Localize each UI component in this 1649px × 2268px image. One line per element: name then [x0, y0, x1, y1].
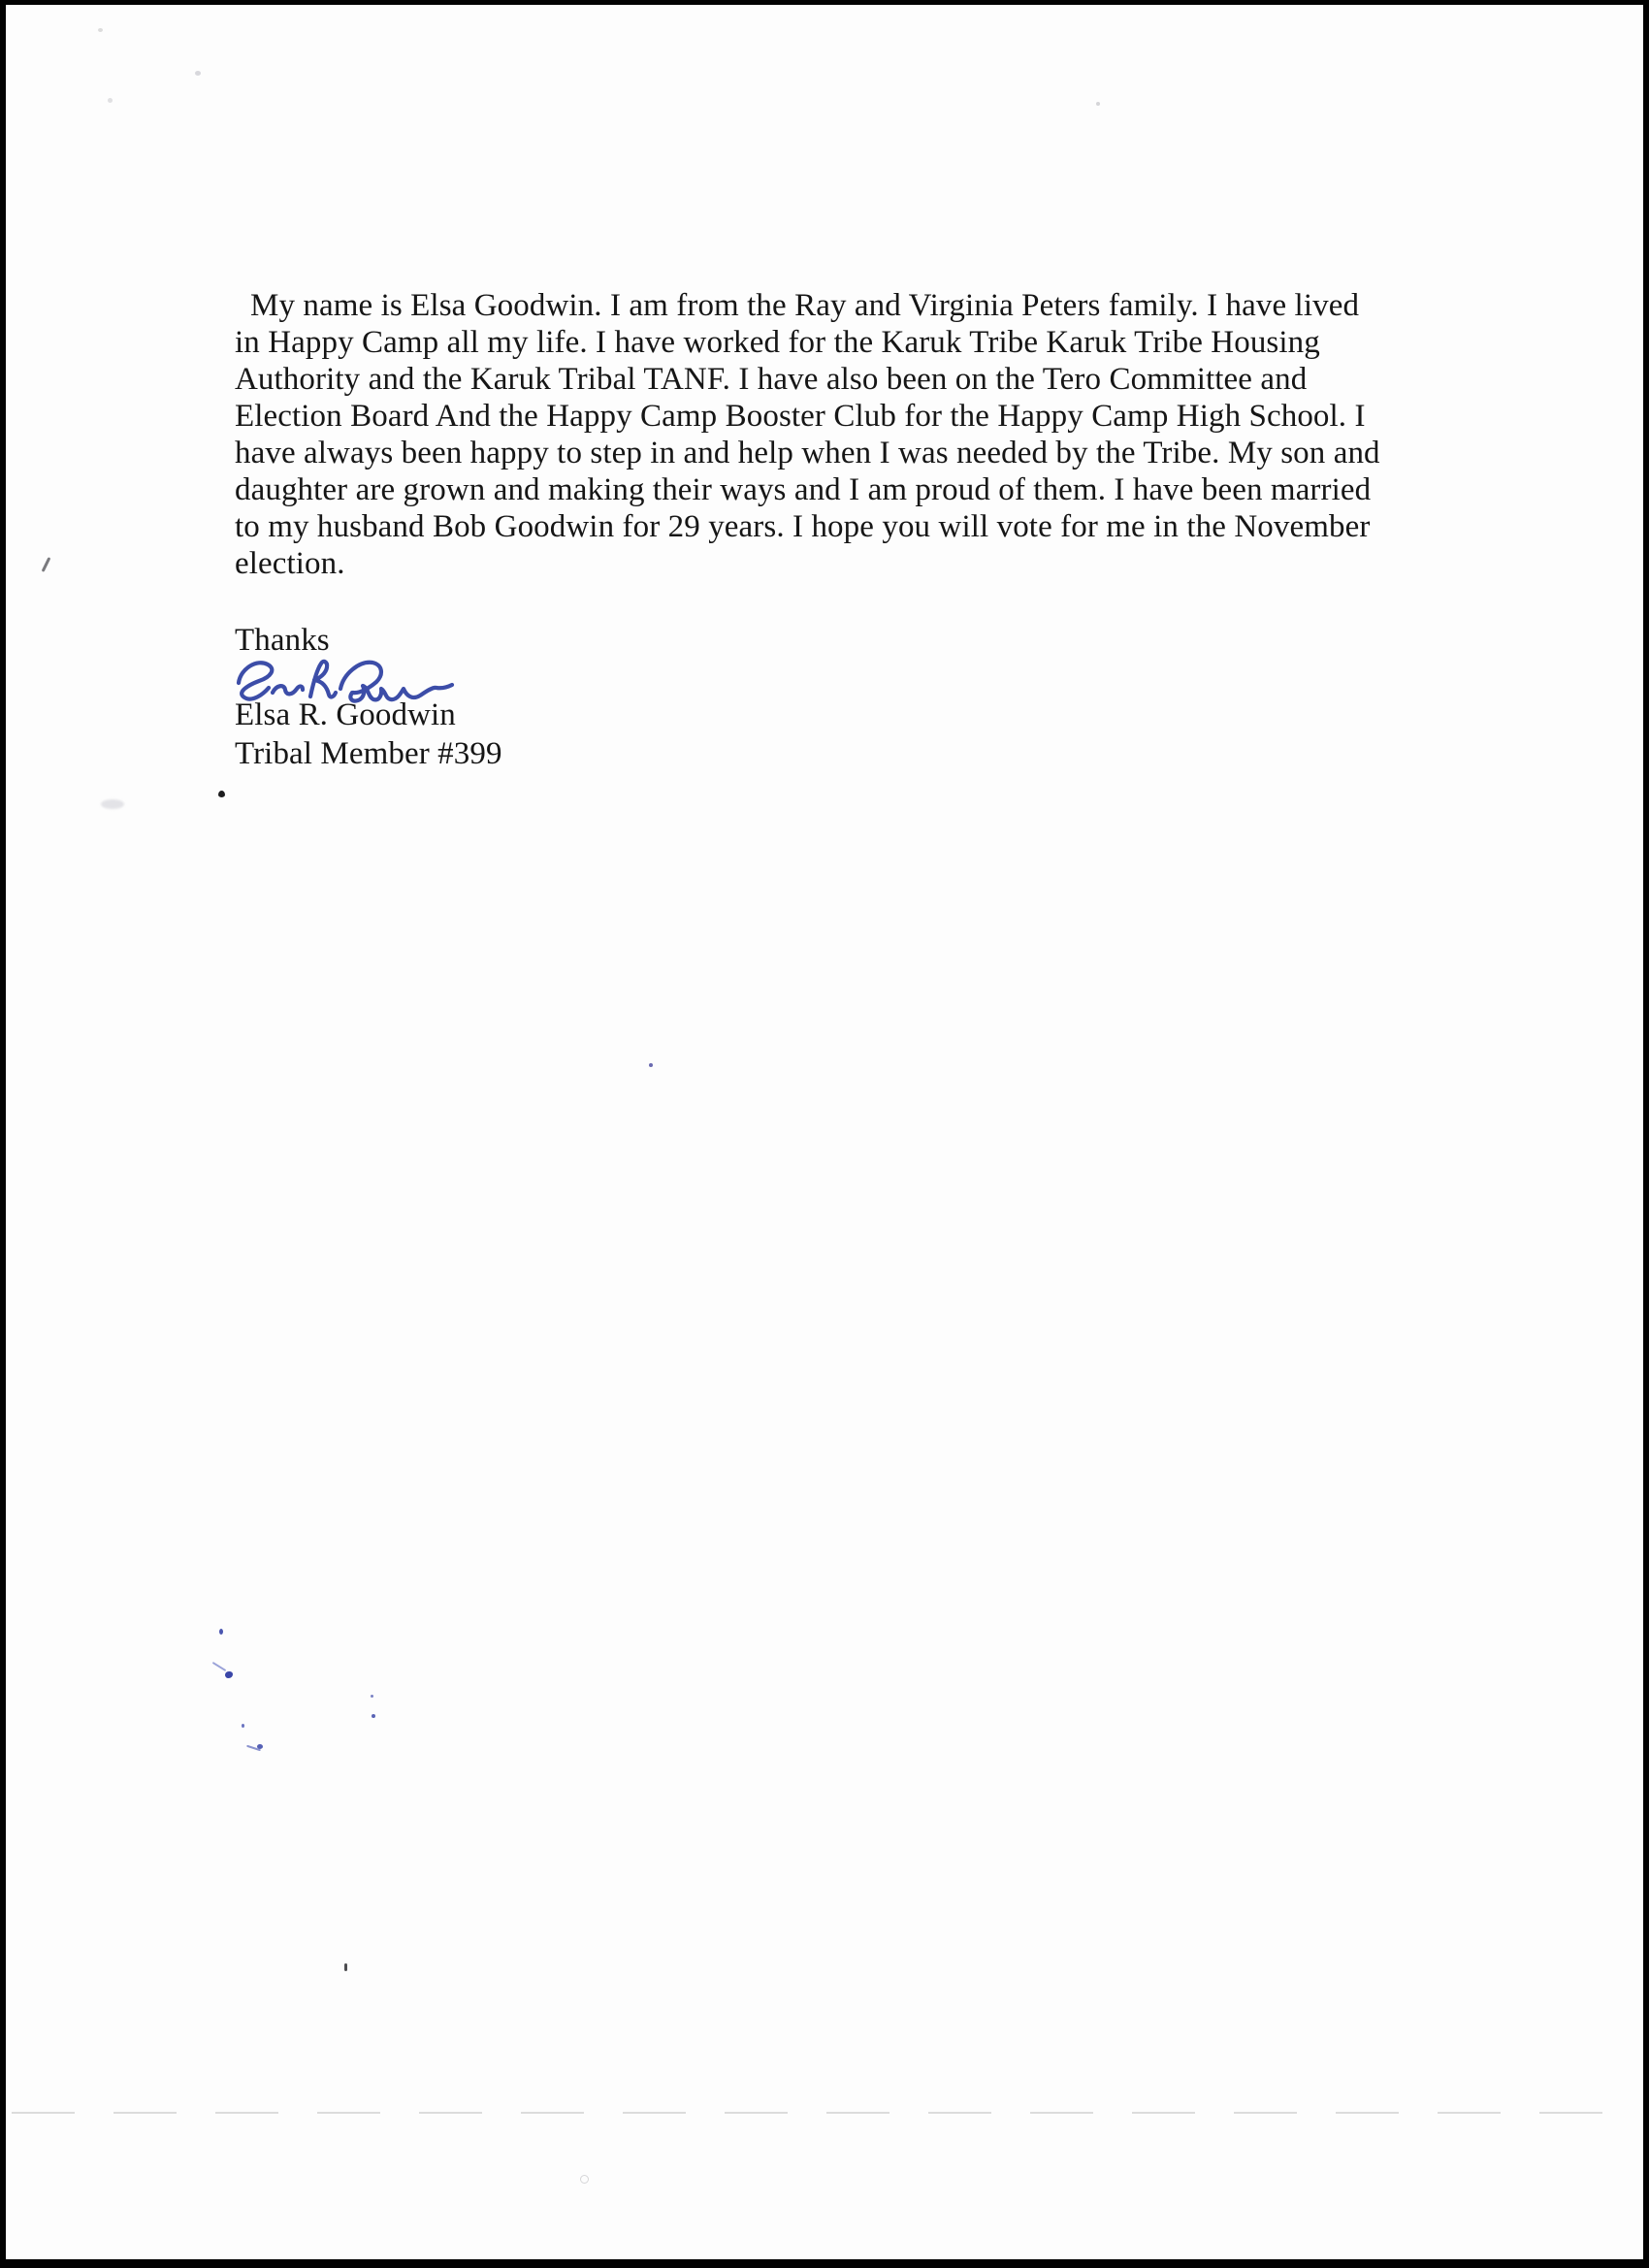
signed-name: Elsa R. Goodwin [235, 697, 456, 732]
scan-streak-line [12, 2112, 1637, 2114]
tribal-member-number: Tribal Member #399 [235, 736, 502, 771]
blue-ink-speck [225, 1671, 233, 1678]
paragraph-line: My name is Elsa Goodwin. I am from the Ray and Virginia Peters family. I have lived [250, 288, 1360, 323]
blue-ink-speck [219, 1629, 223, 1635]
blue-ink-speck-tail [212, 1662, 227, 1671]
scan-speck [1096, 102, 1100, 106]
letter-paragraph [235, 287, 1496, 582]
scan-smudge [101, 799, 124, 809]
pen-tick-mark [42, 557, 51, 572]
paragraph-line: Election Board And the Happy Camp Booster Club for the Happy Camp High School. I [235, 399, 1366, 434]
blue-ink-speck [257, 1744, 263, 1749]
paragraph-line: to my husband Bob Goodwin for 29 years. I hope you will vote for me in the November [235, 509, 1371, 544]
dark-tick-mark [344, 1963, 347, 1971]
ink-dot [218, 791, 225, 797]
closing-text: Thanks [235, 623, 330, 658]
paragraph-line: have always been happy to step in and help when I was needed by the Tribe. My son and [235, 436, 1380, 470]
scan-speck [98, 28, 103, 32]
blue-ink-speck [649, 1063, 653, 1067]
scan-speck [108, 98, 113, 103]
faint-ring-mark [580, 2175, 589, 2184]
paragraph-line: daughter are grown and making their ways and I am proud of them. I have been married [235, 472, 1372, 507]
blue-ink-speck [242, 1724, 244, 1728]
paragraph-line: election. [235, 546, 345, 581]
paragraph-line: in Happy Camp all my life. I have worked for the Karuk Tribe Karuk Tribe Housing [235, 325, 1320, 360]
blue-ink-speck [372, 1714, 375, 1718]
paragraph-line: Authority and the Karuk Tribal TANF. I have also been on the Tero Committee and [235, 362, 1308, 397]
blue-ink-speck [371, 1695, 373, 1698]
scan-speck [195, 71, 201, 76]
